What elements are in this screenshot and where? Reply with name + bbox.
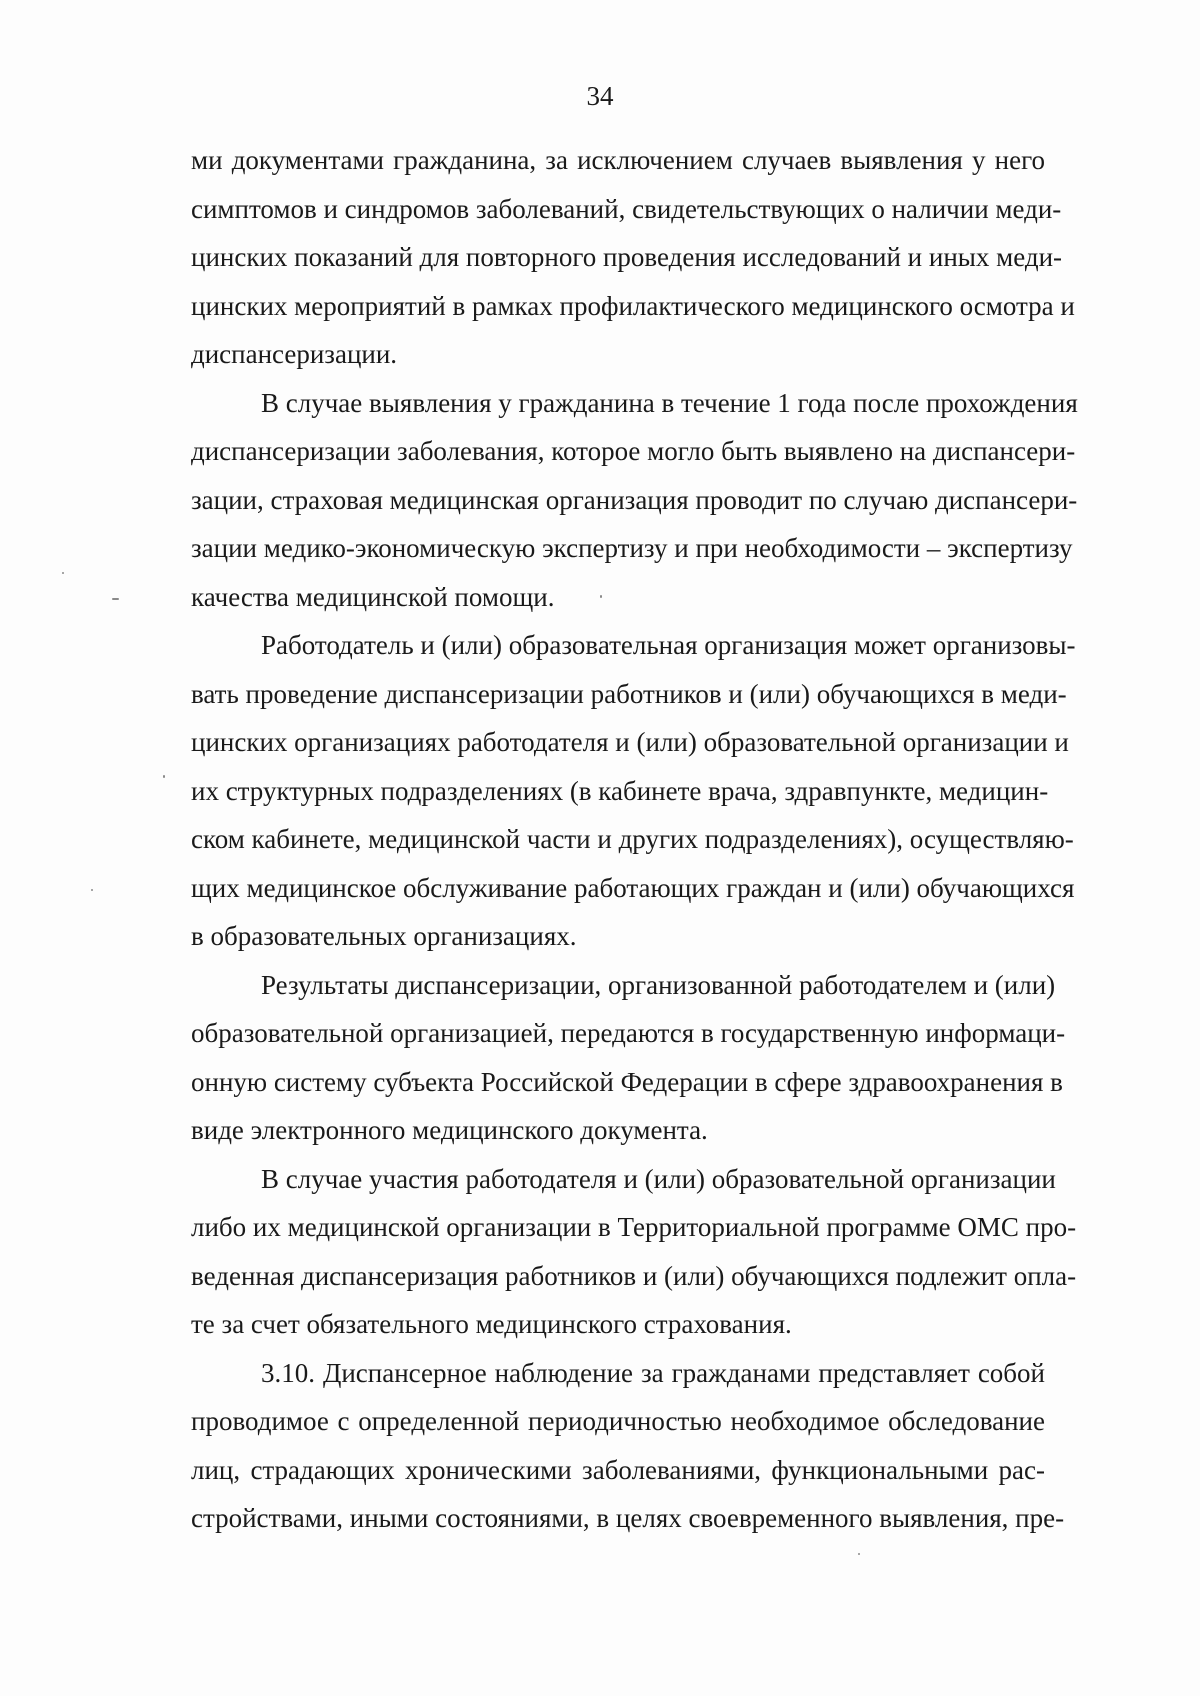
text-line: в образовательных организациях. — [191, 921, 577, 951]
body-text — [191, 136, 1078, 1543]
text-line: стройствами, иными состояниями, в целях своевременного выявления, пре- — [191, 1503, 1065, 1533]
text-line: их структурных подразделениях (в кабинете врача, здравпункте, медицин- — [191, 775, 1049, 806]
text-line: Результаты диспансеризации, организованной работодателем и (или) — [261, 969, 1056, 1000]
text-line: ми документами гражданина, за исключением случаев выявления у него — [191, 145, 1045, 175]
paragraph — [191, 1155, 1077, 1349]
text-line: симптомов и синдромов заболеваний, свидетельствующих о наличии меди- — [191, 193, 1062, 224]
text-line: цинских мероприятий в рамках профилактического медицинского осмотра и — [191, 290, 1075, 321]
text-line: 3.10. Диспансерное наблюдение за гражданами представляет собой — [261, 1357, 1045, 1388]
text-line: цинских организациях работодателя и (или) образовательной организации и — [191, 727, 1069, 757]
text-line: Работодатель и (или) образовательная организация может организовы- — [261, 630, 1076, 660]
page-number: 34 — [586, 81, 614, 111]
text-line: онную систему субъекта Российской Федерации в сфере здравоохранения в — [191, 1066, 1063, 1097]
text-line: те за счет обязательного медицинского страхования. — [191, 1309, 792, 1339]
paragraph — [191, 1349, 1065, 1543]
text-line: цинских показаний для повторного проведения исследований и иных меди- — [191, 242, 1063, 272]
paragraph — [191, 379, 1078, 622]
text-line: В случае участия работодателя и (или) образовательной организации — [261, 1163, 1056, 1194]
text-line: веденная диспансеризация работников и (или) обучающихся подлежит опла- — [191, 1260, 1077, 1291]
text-line: лиц, страдающих хроническими заболеваниями, функциональными рас- — [191, 1454, 1045, 1485]
paragraph — [191, 621, 1076, 961]
text-line: ском кабинете, медицинской части и других подразделениях), осуществляю- — [191, 824, 1074, 854]
text-line: либо их медицинской организации в Территориальной программе ОМС про- — [191, 1212, 1077, 1242]
text-line: зации, страховая медицинская организация проводит по случаю диспансери- — [191, 484, 1078, 515]
text-line: проводимое с определенной периодичностью необходимое обследование — [191, 1406, 1045, 1436]
text-line: диспансеризации. — [191, 339, 398, 369]
text-line: вать проведение диспансеризации работников и (или) обучающихся в меди- — [191, 678, 1067, 709]
text-line: образовательной организацией, передаются в государственную информаци- — [191, 1018, 1066, 1048]
text-line: В случае выявления у гражданина в течение 1 года после прохождения — [261, 387, 1078, 418]
paragraph — [191, 136, 1075, 379]
text-line: виде электронного медицинского документа. — [191, 1115, 708, 1145]
text-line: зации медико-экономическую экспертизу и при необходимости – экспертизу — [191, 533, 1073, 563]
text-line: диспансеризации заболевания, которое могло быть выявлено на диспансери- — [191, 436, 1076, 466]
text-line: щих медицинское обслуживание работающих граждан и (или) обучающихся — [191, 872, 1075, 903]
text-line: качества медицинской помощи. — [191, 581, 555, 612]
paragraph — [191, 961, 1066, 1155]
